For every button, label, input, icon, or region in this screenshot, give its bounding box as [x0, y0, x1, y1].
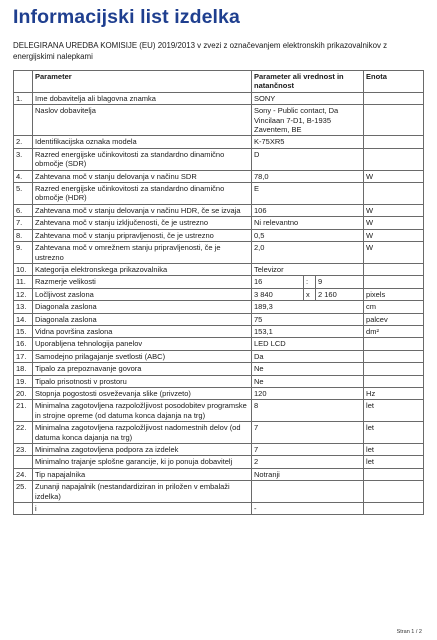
row-parameter: Zunanji napajalnik (nestandardiziran in priložen v embalaži izdelka)	[33, 481, 252, 503]
row-value: Sony - Public contact, Da Vincilaan 7-D1, B-1935 Zaventem, BE	[252, 105, 364, 136]
row-sub-roman: i	[33, 503, 252, 515]
table-row	[14, 136, 424, 148]
row-value: E	[252, 183, 364, 205]
table-row	[14, 217, 424, 229]
row-parameter: Diagonala zaslona	[33, 313, 252, 325]
row-unit: W	[364, 217, 424, 229]
row-number: 15.	[14, 325, 33, 337]
row-value-separator: x	[304, 288, 316, 300]
table-row	[14, 170, 424, 182]
row-number: 25.	[14, 481, 33, 503]
table-row	[14, 229, 424, 241]
row-parameter: Kategorija elektronskega prikazovalnika	[33, 263, 252, 275]
row-number: 9.	[14, 242, 33, 264]
table-header-row	[14, 71, 424, 93]
row-value-second: 2 160	[316, 288, 364, 300]
row-number: 2.	[14, 136, 33, 148]
row-parameter: Ločljivost zaslona	[33, 288, 252, 300]
row-value: 75	[252, 313, 364, 325]
table-row	[14, 325, 424, 337]
row-number: 13.	[14, 301, 33, 313]
regulation-intro: DELEGIRANA UREDBA KOMISIJE (EU) 2019/2013 v zvezi z označevanjem elektronskih prikazovalnikov z energijskimi nalepkami	[13, 41, 388, 61]
row-number: 5.	[14, 183, 33, 205]
row-value: Notranji	[252, 468, 364, 480]
row-number	[14, 105, 33, 136]
table-row	[14, 204, 424, 216]
row-number	[14, 456, 33, 468]
table-row	[14, 288, 424, 300]
row-number: 23.	[14, 444, 33, 456]
row-unit	[364, 481, 424, 503]
row-value	[252, 481, 364, 503]
row-parameter: Ime dobavitelja ali blagovna znamka	[33, 92, 252, 104]
row-unit: W	[364, 229, 424, 241]
row-unit	[364, 105, 424, 136]
table-row	[14, 276, 424, 288]
row-number: 24.	[14, 468, 33, 480]
row-number: 7.	[14, 217, 33, 229]
row-number: 21.	[14, 400, 33, 422]
row-parameter: Razred energijske učinkovitosti za standardno dinamično območje (HDR)	[33, 183, 252, 205]
row-parameter: Minimalna zagotovljena razpoložljivost posodobitev programske in strojne opreme (od datuma konca dajanja na trg)	[33, 400, 252, 422]
row-parameter: Minimalno trajanje splošne garancije, ki jo ponuja dobavitelj	[33, 456, 252, 468]
row-unit: let	[364, 400, 424, 422]
row-number: 12.	[14, 288, 33, 300]
row-parameter: Zahtevana moč v stanju izključenosti, če je ustrezno	[33, 217, 252, 229]
row-value: D	[252, 148, 364, 170]
row-number: 10.	[14, 263, 33, 275]
row-unit: W	[364, 204, 424, 216]
product-information-table	[13, 70, 424, 515]
table-row	[14, 183, 424, 205]
row-unit	[364, 363, 424, 375]
row-unit	[364, 350, 424, 362]
row-unit	[364, 136, 424, 148]
row-value-first: 3 840	[252, 288, 304, 300]
row-unit: W	[364, 170, 424, 182]
header-unit: Enota	[364, 71, 424, 93]
table-row	[14, 350, 424, 362]
row-unit: dm²	[364, 325, 424, 337]
header-parameter: Parameter	[33, 71, 252, 93]
row-parameter: Diagonala zaslona	[33, 301, 252, 313]
row-parameter: Zahtevana moč v stanju delovanja v načinu HDR, če se izvaja	[33, 204, 252, 216]
row-unit: let	[364, 456, 424, 468]
row-unit: let	[364, 422, 424, 444]
table-row	[14, 263, 424, 275]
row-unit: palcev	[364, 313, 424, 325]
row-value-separator: :	[304, 276, 316, 288]
row-unit	[364, 263, 424, 275]
row-value: 7	[252, 444, 364, 456]
row-parameter: Naslov dobavitelja	[33, 105, 252, 136]
row-unit	[364, 338, 424, 350]
table-row	[14, 422, 424, 444]
row-unit	[364, 183, 424, 205]
row-parameter: Tipalo za prepoznavanje govora	[33, 363, 252, 375]
row-number: 8.	[14, 229, 33, 241]
row-value: K-75XR5	[252, 136, 364, 148]
table-row-sub	[14, 503, 424, 515]
row-unit	[364, 468, 424, 480]
row-value-second: 9	[316, 276, 364, 288]
row-unit: let	[364, 444, 424, 456]
row-parameter: Tipalo prisotnosti v prostoru	[33, 375, 252, 387]
table-row	[14, 338, 424, 350]
row-value: LED LCD	[252, 338, 364, 350]
row-value: 8	[252, 400, 364, 422]
row-number: 3.	[14, 148, 33, 170]
row-value: 2	[252, 456, 364, 468]
table-row	[14, 301, 424, 313]
row-value: Ne	[252, 363, 364, 375]
row-value: 2,0	[252, 242, 364, 264]
page-number: Stran 1 / 2	[396, 629, 422, 635]
row-parameter: Razred energijske učinkovitosti za standardno dinamično območje (SDR)	[33, 148, 252, 170]
row-parameter: Identifikacijska oznaka modela	[33, 136, 252, 148]
row-value: 7	[252, 422, 364, 444]
row-value: 78,0	[252, 170, 364, 182]
table-row	[14, 456, 424, 468]
row-value: Ne	[252, 375, 364, 387]
row-number: 4.	[14, 170, 33, 182]
header-number	[14, 71, 33, 93]
table-row	[14, 375, 424, 387]
row-sub-value: -	[252, 503, 364, 515]
row-value: Televizor	[252, 263, 364, 275]
table-row	[14, 387, 424, 399]
row-parameter: Stopnja pogostosti osveževanja slike (privzeto)	[33, 387, 252, 399]
row-parameter: Vidna površina zaslona	[33, 325, 252, 337]
row-value: 0,5	[252, 229, 364, 241]
row-number: 17.	[14, 350, 33, 362]
table-row	[14, 92, 424, 104]
row-number: 19.	[14, 375, 33, 387]
row-value: 106	[252, 204, 364, 216]
row-number: 6.	[14, 204, 33, 216]
row-number: 1.	[14, 92, 33, 104]
row-unit: pixels	[364, 288, 424, 300]
row-parameter: Razmerje velikosti	[33, 276, 252, 288]
table-row	[14, 481, 424, 503]
row-value: SONY	[252, 92, 364, 104]
table-row	[14, 105, 424, 136]
row-value: 153,1	[252, 325, 364, 337]
row-parameter: Minimalna zagotovljena podpora za izdelek	[33, 444, 252, 456]
row-value-first: 16	[252, 276, 304, 288]
row-value: 120	[252, 387, 364, 399]
row-parameter: Minimalna zagotovljena razpoložljivost nadomestnih delov (od datuma konca dajanja na trg)	[33, 422, 252, 444]
row-number	[14, 503, 33, 515]
row-parameter: Zahtevana moč v omrežnem stanju pripravljenosti, če je ustrezno	[33, 242, 252, 264]
row-unit: Hz	[364, 387, 424, 399]
row-unit	[364, 503, 424, 515]
row-number: 20.	[14, 387, 33, 399]
row-parameter: Uporabljena tehnologija panelov	[33, 338, 252, 350]
row-number: 18.	[14, 363, 33, 375]
row-number: 14.	[14, 313, 33, 325]
row-number: 11.	[14, 276, 33, 288]
row-parameter: Zahtevana moč v stanju delovanja v načinu SDR	[33, 170, 252, 182]
row-parameter: Zahtevana moč v stanju pripravljenosti, če je ustrezno	[33, 229, 252, 241]
table-row	[14, 242, 424, 264]
row-unit	[364, 148, 424, 170]
table-row	[14, 148, 424, 170]
row-number: 16.	[14, 338, 33, 350]
row-value: Da	[252, 350, 364, 362]
row-value: 189,3	[252, 301, 364, 313]
row-parameter: Samodejno prilagajanje svetlosti (ABC)	[33, 350, 252, 362]
table-row	[14, 400, 424, 422]
table-row	[14, 363, 424, 375]
row-unit	[364, 375, 424, 387]
row-unit: W	[364, 242, 424, 264]
header-value: Parameter ali vrednost in natančnost	[252, 71, 364, 93]
table-row	[14, 468, 424, 480]
row-number: 22.	[14, 422, 33, 444]
row-unit	[364, 276, 424, 288]
page-title: Informacijski list izdelka	[13, 6, 240, 28]
table-row	[14, 313, 424, 325]
row-value: Ni relevantno	[252, 217, 364, 229]
table-body	[14, 92, 424, 515]
row-parameter: Tip napajalnika	[33, 468, 252, 480]
row-unit	[364, 92, 424, 104]
table-row	[14, 444, 424, 456]
row-unit: cm	[364, 301, 424, 313]
